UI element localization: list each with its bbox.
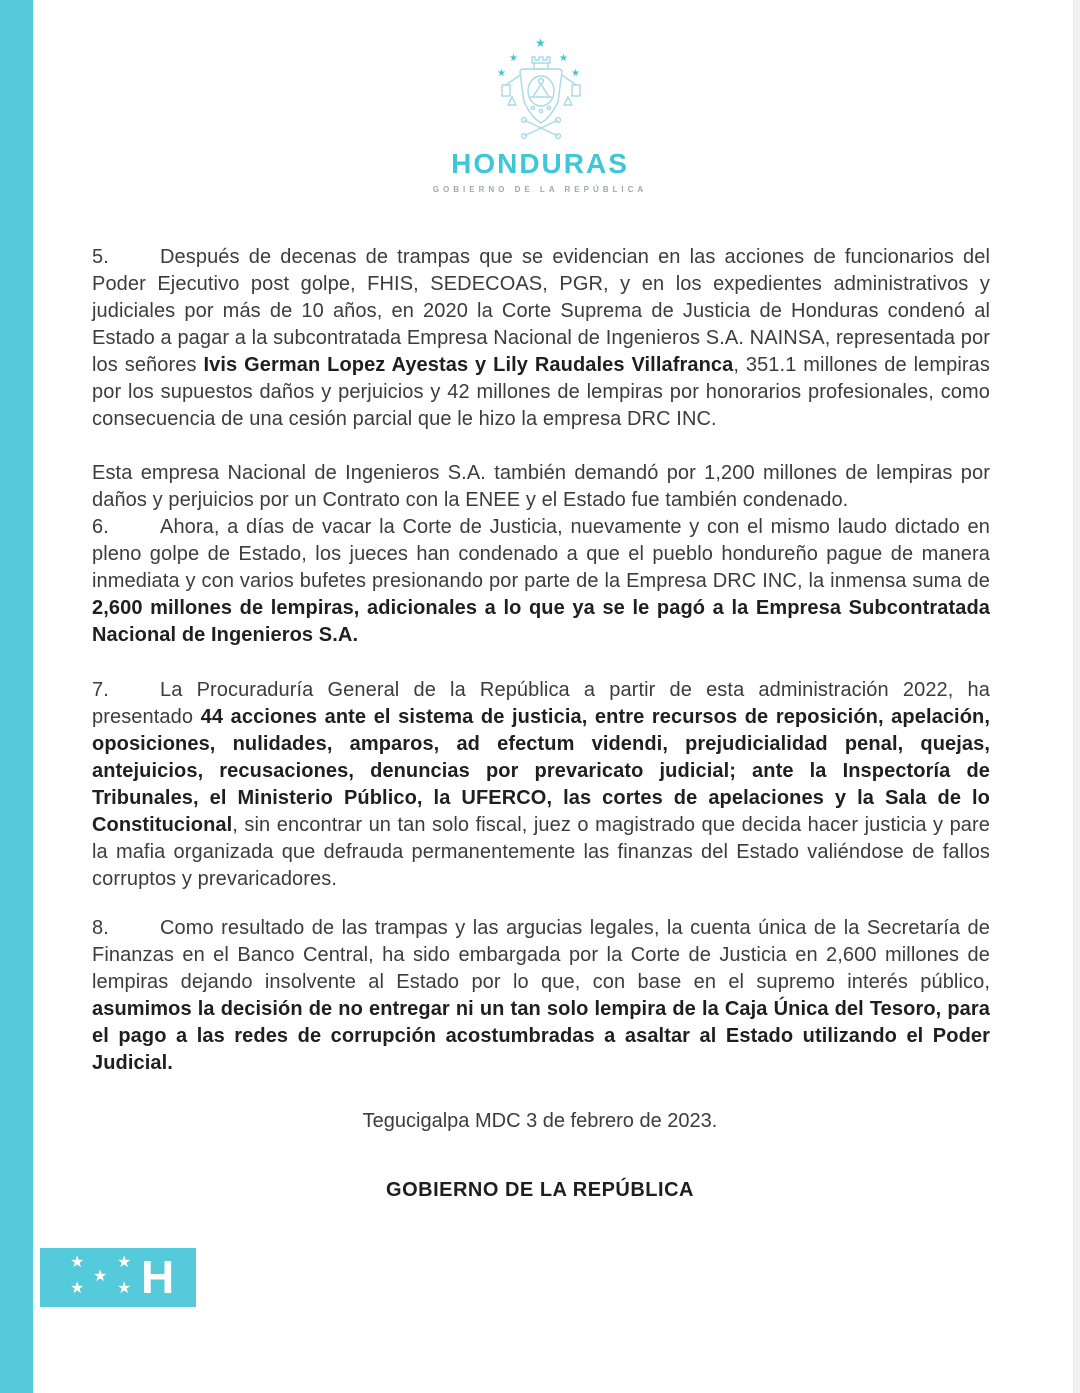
star-icon: ★	[117, 1278, 132, 1297]
paragraph-text: Como resultado de las trampas y las argucias legales, la cuenta única de la Secretaría de Finanzas en el Banco Central, ha sido embargada por la Corte de Justicia en 2,600 millones de lempiras dejando insolvente al Estado por lo que, con base en el supremo interés público, asumimos la decisión de no entregar ni un tan solo lempira de la Caja Única del Tesoro, para el pago a las redes de corrupción acostumbradas a asaltar al Estado utilizando el Poder Judicial.	[92, 917, 990, 1074]
paragraph-5	[92, 244, 990, 433]
star-icon: ★	[571, 68, 580, 79]
star-icon: ★	[70, 1278, 85, 1297]
star-icon: ★	[509, 53, 518, 64]
honduras-wordmark: HONDURAS	[451, 148, 629, 179]
signature-line: GOBIERNO DE LA REPÚBLICA	[386, 1179, 694, 1201]
paragraph-text: Ahora, a días de vacar la Corte de Justicia, nuevamente y con el mismo laudo dictado en pleno golpe de Estado, los jueces han condenado a que el pueblo hondureño pague de manera inmediata y con varios bufetes presionando por parte de la Empresa DRC INC, la inmensa suma de 2,600 millones de lempiras, adicionales a lo que ya se le pagó a la Empresa Subcontratada Nacional de Ingenieros S.A.	[92, 516, 990, 646]
star-icon: ★	[535, 36, 546, 50]
document-header	[0, 0, 1080, 194]
paragraph-number: 8.	[92, 917, 109, 939]
star-icon: ★	[497, 68, 506, 79]
logo-letter-h: H	[141, 1251, 175, 1303]
left-accent-band	[0, 0, 33, 1393]
page-edge	[1073, 0, 1080, 1393]
paragraph-number: 5.	[92, 246, 109, 268]
crest-drawing	[480, 50, 600, 142]
paragraph-7	[92, 677, 990, 893]
header-subtitle: GOBIERNO DE LA REPÚBLICA	[432, 185, 648, 194]
document-body	[92, 244, 990, 1077]
paragraph-8	[92, 915, 990, 1077]
honduras-flag-logo	[40, 1248, 196, 1307]
star-icon: ★	[93, 1266, 108, 1285]
paragraph-6	[92, 514, 990, 649]
star-icon: ★	[117, 1252, 132, 1271]
paragraph-esta-empresa	[92, 460, 990, 514]
dateline: Tegucigalpa MDC 3 de febrero de 2023.	[362, 1110, 718, 1132]
honduras-coat-of-arms-icon	[465, 38, 615, 142]
paragraph-text: Después de decenas de trampas que se evidencian en las acciones de funcionarios del Poder Ejecutivo post golpe, FHIS, SEDECOAS, PGR, y en los expedientes administrativos y judiciales por más de 10 años, en 2020 la Corte Suprema de Justicia de Honduras condenó al Estado a pagar a la subcontratada Empresa Nacional de Ingenieros S.A. NAINSA, representada por los señores Ivis German Lopez Ayestas y Lily Raudales Villafranca, 351.1 millones de lempiras por los supuestos daños y perjuicios y 42 millones de lempiras por honorarios profesionales, como consecuencia de una cesión parcial que le hizo la empresa DRC INC.	[92, 246, 990, 430]
star-icon: ★	[70, 1252, 85, 1271]
paragraph-number: 7.	[92, 679, 109, 701]
paragraph-text: Esta empresa Nacional de Ingenieros S.A. también demandó por 1,200 millones de lempiras por daños y perjuicios por un Contrato con la ENEE y el Estado fue también condenado.	[92, 462, 990, 511]
paragraph-number: 6.	[92, 516, 109, 538]
star-icon: ★	[559, 53, 568, 64]
paragraph-text: La Procuraduría General de la República a partir de esta administración 2022, ha presentado 44 acciones ante el sistema de justicia, entre recursos de reposición, apelación, oposiciones, nulidades, amparos, ad efectum videndi, prejudicialidad penal, quejas, antejuicios, recusaciones, denuncias por prevaricato judicial; ante la Inspectoría de Tribunales, el Ministerio Público, la UFERCO, las cortes de apelaciones y la Sala de lo Constitucional, sin encontrar un tan solo fiscal, juez o magistrado que decida hacer justicia y pare la mafia organizada que defrauda permanentemente las finanzas del Estado valiéndose de fallos corruptos y prevaricadores.	[92, 679, 990, 890]
